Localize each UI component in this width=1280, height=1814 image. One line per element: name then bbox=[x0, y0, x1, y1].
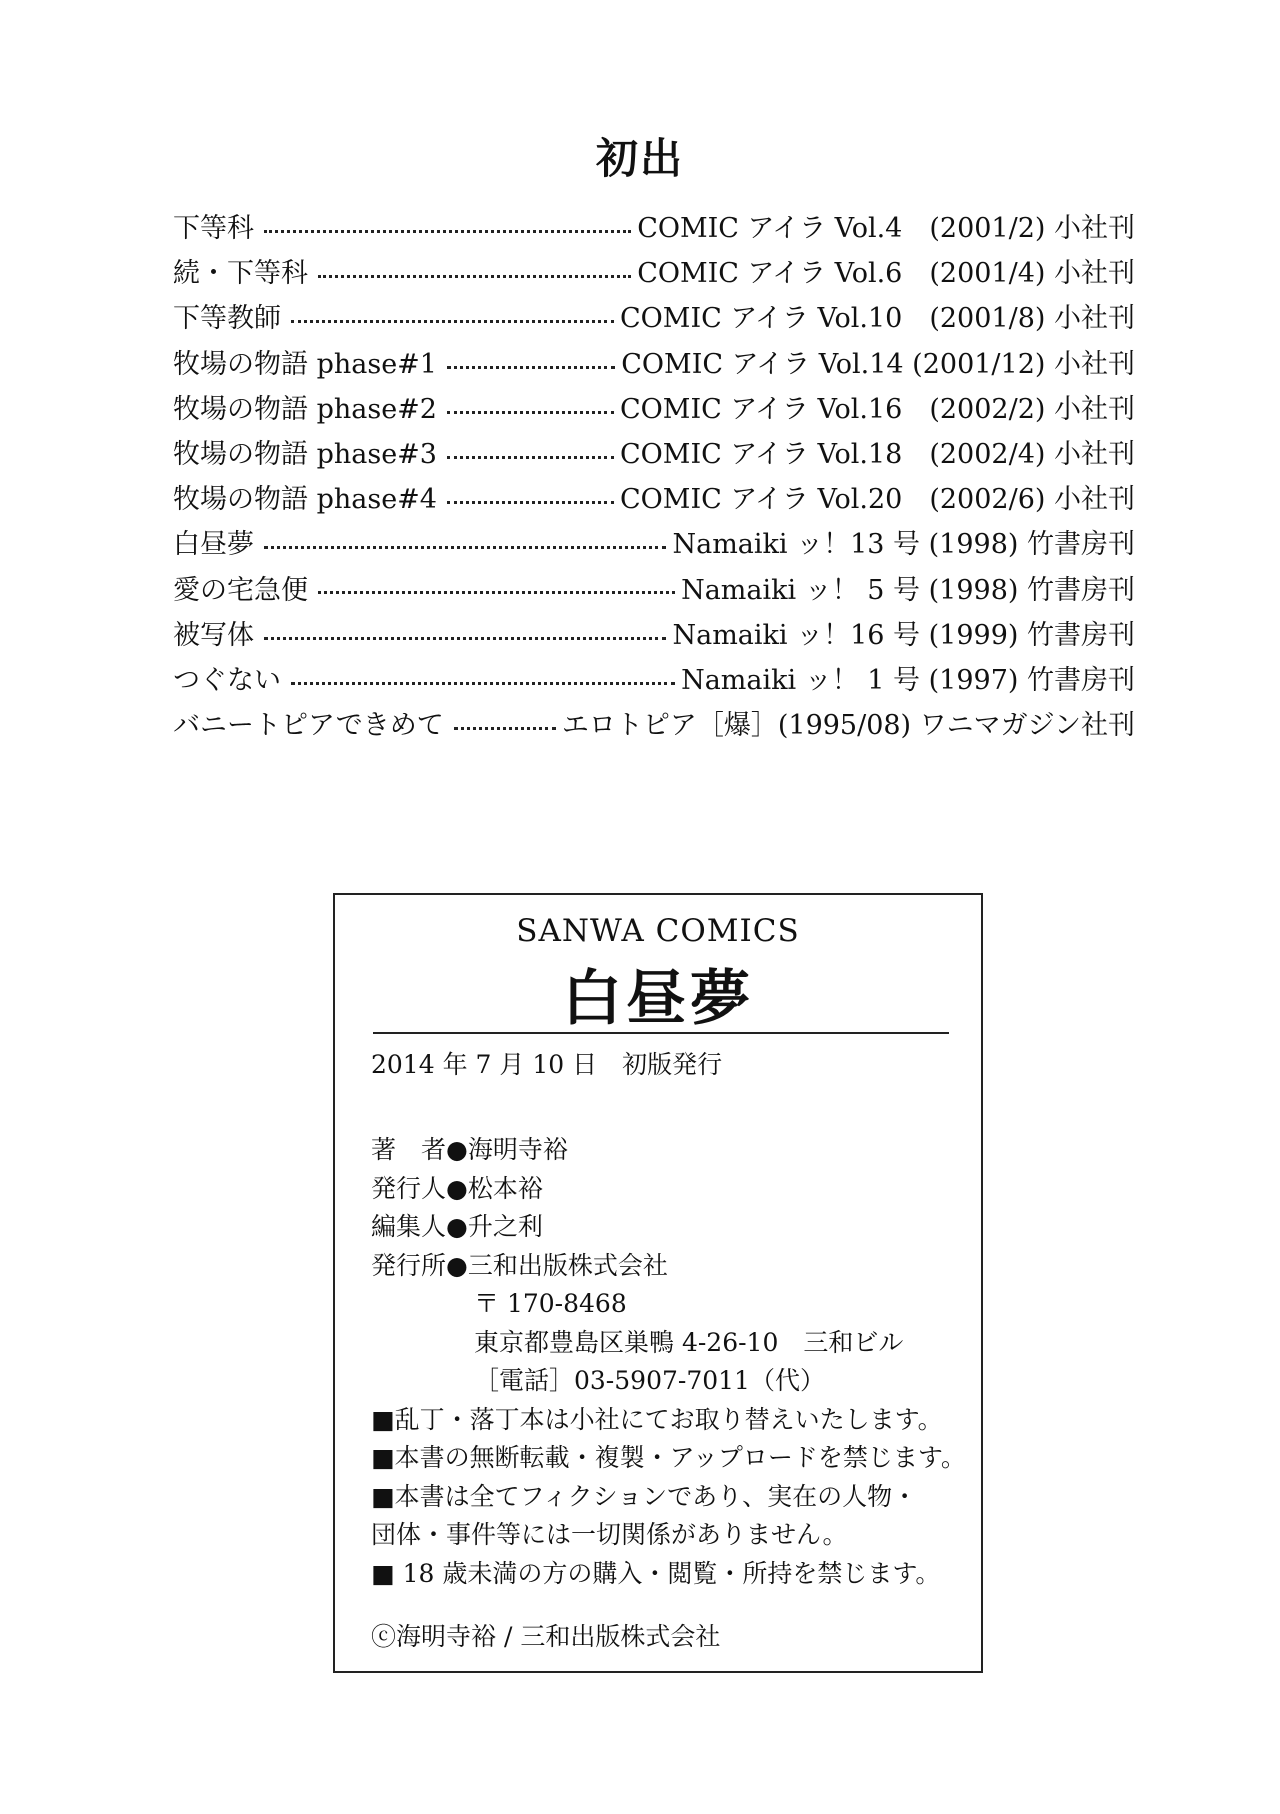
divider bbox=[373, 1032, 949, 1034]
dot-leader bbox=[447, 351, 615, 378]
dot-leader bbox=[264, 215, 631, 242]
dot-leader bbox=[291, 667, 675, 694]
notice-line: ■本書の無断転載・複製・アップロードを禁じます。 bbox=[371, 1443, 966, 1472]
copyright: ⓒ海明寺裕 / 三和出版株式会社 bbox=[371, 1622, 721, 1651]
list-item bbox=[173, 342, 1135, 387]
story-source: COMIC アイラ Vol.18 (2002/4) 小社刊 bbox=[620, 438, 1135, 470]
dot-leader bbox=[454, 712, 556, 739]
story-source: COMIC アイラ Vol.4 (2001/2) 小社刊 bbox=[637, 213, 1135, 244]
author-line: 著 者●海明寺裕 bbox=[371, 1135, 568, 1164]
notice-line: ■乱丁・落丁本は小社にてお取り替えいたします。 bbox=[371, 1404, 943, 1434]
list-item bbox=[173, 477, 1135, 522]
story-source: エロトピア［爆］(1995/08) ワニマガジン社刊 bbox=[561, 710, 1135, 742]
dot-leader bbox=[291, 305, 614, 332]
dot-leader bbox=[264, 622, 666, 649]
story-title: 下等科 bbox=[173, 213, 254, 244]
notice-line: ■ 18 歳未満の方の購入・閲覧・所持を禁じます。 bbox=[371, 1558, 941, 1588]
list-item bbox=[173, 387, 1135, 432]
book-title: 白昼夢 bbox=[562, 964, 754, 1034]
dot-leader bbox=[264, 531, 666, 558]
story-title: つぐない bbox=[173, 664, 281, 696]
story-title: 牧場の物語 phase#1 bbox=[173, 348, 437, 380]
credits bbox=[371, 1131, 966, 1593]
list-item bbox=[173, 251, 1135, 296]
story-title: 下等教師 bbox=[173, 303, 281, 335]
dot-leader bbox=[318, 577, 675, 604]
story-title: 牧場の物語 phase#2 bbox=[173, 393, 437, 425]
list-item bbox=[173, 658, 1135, 703]
postal-code: 〒 170-8468 bbox=[474, 1289, 627, 1318]
dot-leader bbox=[318, 260, 631, 287]
story-title: 被写体 bbox=[173, 619, 254, 651]
story-title: 続・下等科 bbox=[173, 258, 308, 290]
list-item bbox=[173, 206, 1135, 251]
story-source: Namaiki ッ！ 1 号 (1997) 竹書房刊 bbox=[681, 664, 1135, 696]
list-item bbox=[173, 703, 1135, 748]
story-source: COMIC アイラ Vol.6 (2001/4) 小社刊 bbox=[637, 258, 1135, 290]
colophon-box bbox=[333, 893, 983, 1673]
story-source: COMIC アイラ Vol.16 (2002/2) 小社刊 bbox=[620, 393, 1135, 425]
story-source: Namaiki ッ！ 5 号 (1998) 竹書房刊 bbox=[681, 574, 1135, 606]
story-title: 愛の宅急便 bbox=[173, 574, 308, 606]
story-title: 牧場の物語 phase#4 bbox=[173, 484, 437, 516]
dot-leader bbox=[447, 441, 614, 468]
publisher-company-line: 発行所●三和出版株式会社 bbox=[371, 1250, 668, 1280]
list-item bbox=[173, 613, 1135, 658]
story-title: 牧場の物語 phase#3 bbox=[173, 438, 437, 470]
dot-leader bbox=[447, 396, 614, 423]
notice-line: ■本書は全てフィクションであり、実在の人物・ bbox=[371, 1481, 918, 1511]
first-appearance-list bbox=[173, 206, 1135, 748]
series-name: SANWA COMICS bbox=[516, 913, 800, 949]
editor-line: 編集人●升之利 bbox=[371, 1212, 543, 1241]
story-title: 白昼夢 bbox=[173, 529, 254, 561]
story-title: バニートピアできめて bbox=[173, 710, 444, 742]
story-source: COMIC アイラ Vol.14 (2001/12) 小社刊 bbox=[621, 348, 1135, 380]
story-source: COMIC アイラ Vol.20 (2002/6) 小社刊 bbox=[620, 484, 1135, 516]
address: 東京都豊島区巣鴨 4-26-10 三和ビル bbox=[474, 1327, 904, 1357]
notice-line: 団体・事件等には一切関係がありません。 bbox=[371, 1520, 848, 1549]
story-source: Namaiki ッ！16 号 (1999) 竹書房刊 bbox=[672, 619, 1135, 651]
dot-leader bbox=[447, 486, 614, 513]
publisher-person-line: 発行人●松本裕 bbox=[371, 1173, 543, 1203]
story-source: Namaiki ッ！13 号 (1998) 竹書房刊 bbox=[672, 529, 1135, 561]
list-item bbox=[173, 296, 1135, 341]
list-item bbox=[173, 432, 1135, 477]
phone: ［電話］03-5907-7011（代） bbox=[474, 1366, 825, 1395]
publication-date: 2014 年 7 月 10 日 初版発行 bbox=[371, 1050, 723, 1079]
first-appearance-heading: 初出 bbox=[595, 134, 684, 183]
story-source: COMIC アイラ Vol.10 (2001/8) 小社刊 bbox=[620, 303, 1135, 335]
list-item bbox=[173, 522, 1135, 567]
list-item bbox=[173, 568, 1135, 613]
